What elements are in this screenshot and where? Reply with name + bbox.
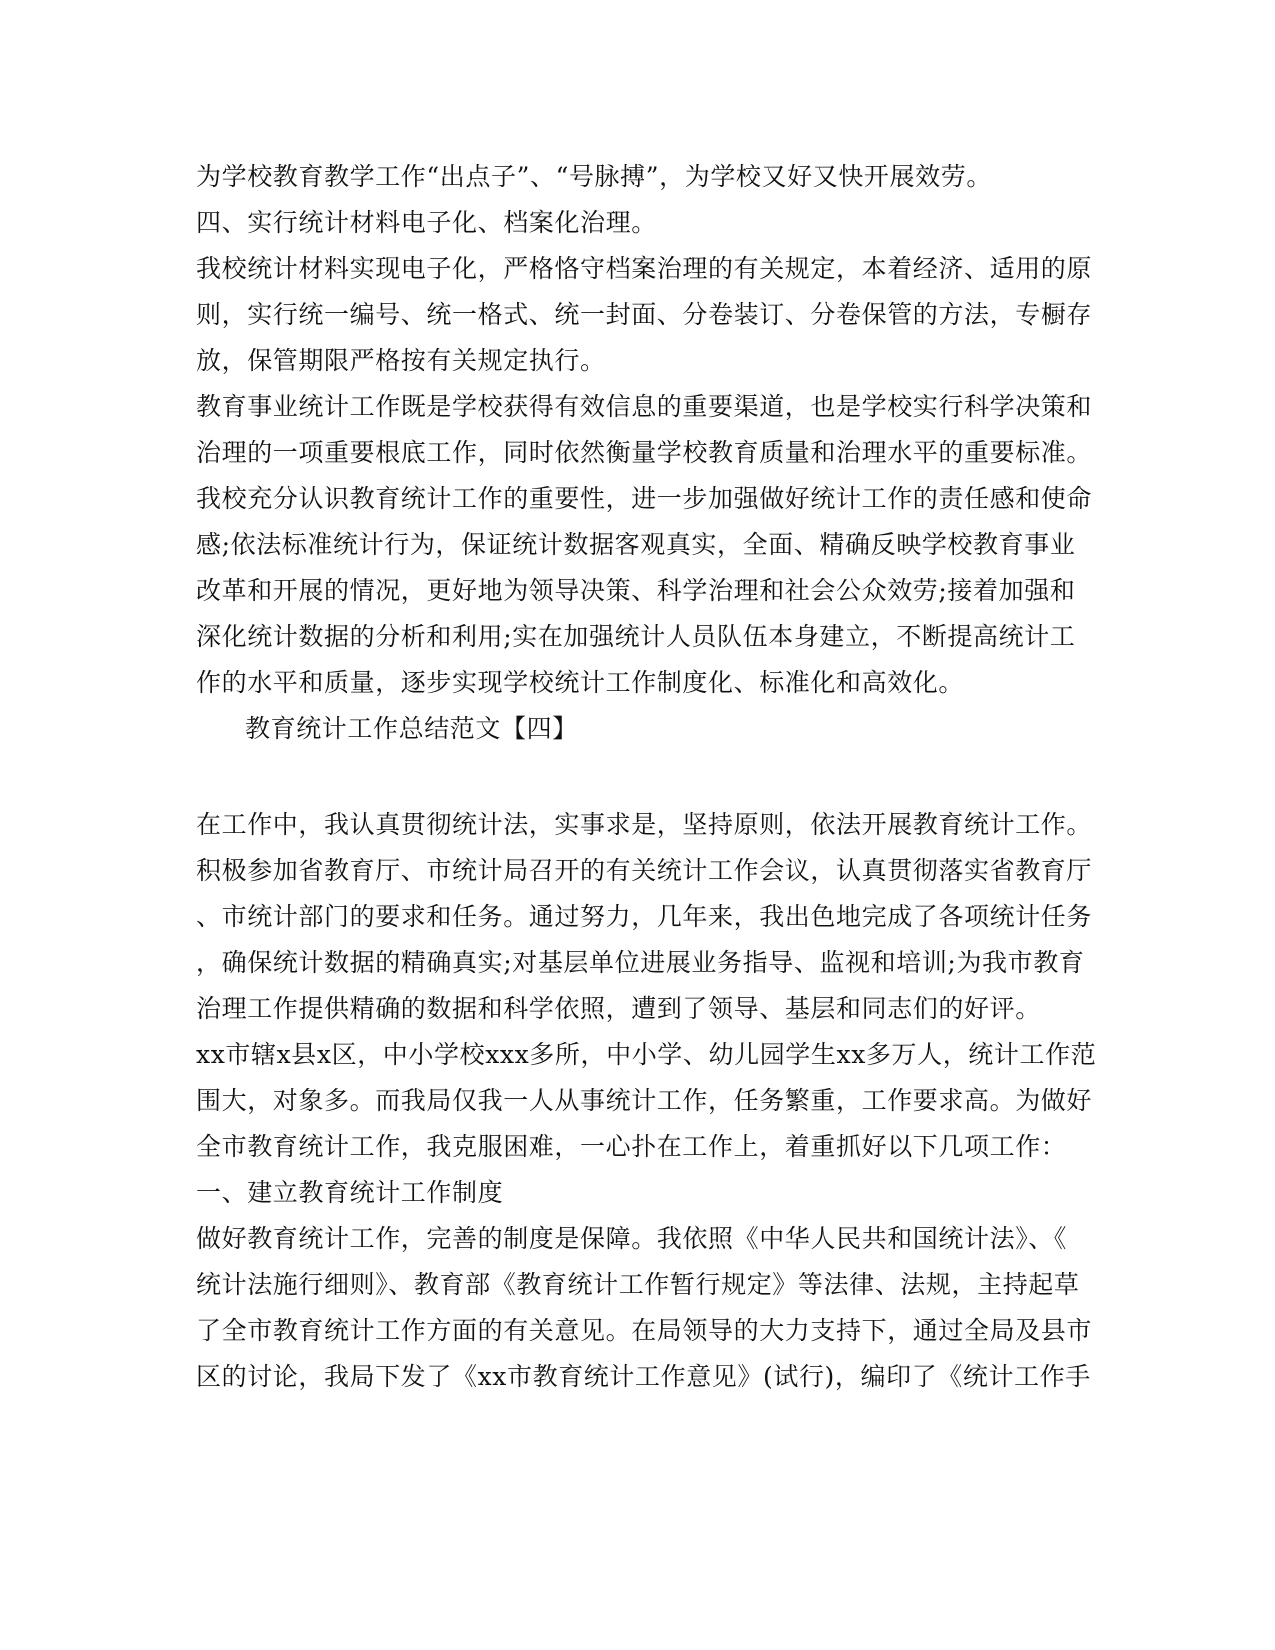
text-line: 作的水平和质量，逐步实现学校统计工作制度化、标准化和高效化。 <box>196 668 965 697</box>
text-line: 则，实行统一编号、统一格式、统一封面、分卷装订、分卷保管的方法，专橱存 <box>196 300 1093 329</box>
text-line: ，确保统计数据的精确真实;对基层单位进展业务指导、监视和培训;为我市教育 <box>196 948 1085 977</box>
text-line: 我校统计材料实现电子化，严格恪守档案治理的有关规定，本着经济、适用的原 <box>196 254 1093 283</box>
text-line: 治理工作提供精确的数据和科学依照，遭到了领导、基层和同志们的好评。 <box>196 994 1041 1023</box>
text-line: 区的讨论，我局下发了《xx市教育统计工作意见》(试行)，编印了《统计工作手 <box>196 1362 1091 1391</box>
text-line: 、市统计部门的要求和任务。通过努力，几年来，我出色地完成了各项统计任务 <box>196 902 1093 931</box>
text-line: xx市辖x县x区，中小学校xxx多所，中小学、幼儿园学生xx多万人，统计工作范 <box>196 1040 1097 1069</box>
text-line: 为学校教育教学工作“出点子”、“号脉搏”，为学校又好又快开展效劳。 <box>196 162 992 191</box>
text-line: 我校充分认识教育统计工作的重要性，进一步加强做好统计工作的责任感和使命 <box>196 484 1093 513</box>
text-line: 围大，对象多。而我局仅我一人从事统计工作，任务繁重，工作要求高。为做好 <box>196 1086 1093 1115</box>
text-line: 在工作中，我认真贯彻统计法，实事求是，坚持原则，依法开展教育统计工作。 <box>196 810 1093 839</box>
text-line: 全市教育统计工作，我克服困难，一心扑在工作上，着重抓好以下几项工作： <box>196 1132 1067 1161</box>
text-line: 改革和开展的情况，更好地为领导决策、科学治理和社会公众效劳;接着加强和 <box>196 576 1076 605</box>
text-line: 统计法施行细则》、教育部《教育统计工作暂行规定》等法律、法规，主持起草 <box>196 1270 1080 1299</box>
text-line: 了全市教育统计工作方面的有关意见。在局领导的大力支持下，通过全局及县市 <box>196 1316 1093 1345</box>
text-line: 做好教育统计工作，完善的制度是保障。我依照《中华人民共和国统计法》、《 <box>196 1224 1068 1253</box>
text-line: 深化统计数据的分析和利用;实在加强统计人员队伍本身建立，不断提高统计工 <box>196 622 1076 651</box>
text-line: 积极参加省教育厅、市统计局召开的有关统计工作会议，认真贯彻落实省教育厅 <box>196 856 1093 885</box>
text-line: 感;依法标准统计行为，保证统计数据客观真实，全面、精确反映学校教育事业 <box>196 530 1076 559</box>
section-heading: 四、实行统计材料电子化、档案化治理。 <box>196 208 657 237</box>
section-heading: 一、建立教育统计工作制度 <box>196 1178 504 1207</box>
text-line: 教育事业统计工作既是学校获得有效信息的重要渠道，也是学校实行科学决策和 <box>196 392 1093 421</box>
text-line: 治理的一项重要根底工作，同时依然衡量学校教育质量和治理水平的重要标准。 <box>196 438 1093 467</box>
article-title: 教育统计工作总结范文【四】 <box>245 714 578 743</box>
text-line: 放，保管期限严格按有关规定执行。 <box>196 346 606 375</box>
